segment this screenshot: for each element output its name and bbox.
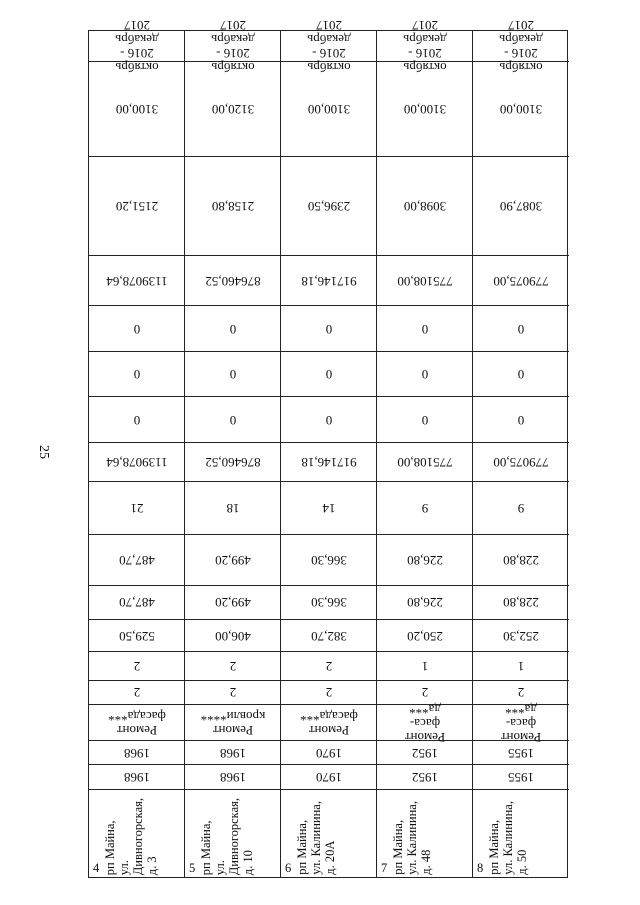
cell-value: 487,70: [118, 595, 155, 611]
cell-value: 3100,00: [307, 101, 350, 117]
cell-value: 917146,18: [300, 454, 357, 470]
cell-c1: [281, 681, 376, 705]
cell-unit-cost: [185, 157, 280, 256]
cell-value: 14: [322, 501, 335, 517]
cell-cost-owners: [473, 443, 569, 482]
cell-work-type: [473, 701, 569, 745]
cell-value: 9: [517, 501, 525, 517]
cell-cost-owners: [377, 443, 472, 482]
cell-address: [89, 790, 184, 879]
cell-value: 0: [421, 367, 428, 383]
cell-cost-total: [377, 256, 472, 306]
cell-value: 876460,52: [204, 273, 261, 289]
cell-fund-federal: [473, 306, 569, 351]
cell-value: 2: [229, 685, 236, 701]
table-row: [377, 17, 473, 877]
cell-value: 0: [133, 412, 140, 428]
cell-value: 1968: [219, 745, 246, 761]
cell-value: 0: [229, 412, 236, 428]
cell-cost-owners: [89, 443, 184, 482]
cell-fund-regional: [185, 352, 280, 397]
cell-value: 228,80: [503, 553, 539, 569]
cell-c2: [281, 652, 376, 680]
cell-value: 0: [421, 412, 428, 428]
cell-value: 21: [130, 501, 143, 517]
cell-area-living: [473, 586, 569, 620]
cell-work-type: [89, 705, 184, 741]
page-number: 25: [36, 445, 51, 459]
cell-value: 2: [325, 685, 332, 701]
cell-period: [377, 17, 472, 75]
cell-value: 3120,00: [211, 101, 254, 117]
cell-cost-total: [185, 256, 280, 306]
cell-fund-regional: [89, 352, 184, 397]
address-text: рп Майна, ул. Калинина, д. 20А: [295, 801, 337, 875]
cell-value: 2: [229, 659, 236, 675]
cell-c1: [185, 681, 280, 705]
cell-value: 0: [517, 321, 525, 337]
cell-unit-cost: [281, 157, 376, 256]
cell-area-living: [89, 586, 184, 620]
cell-value: 1955: [508, 769, 534, 785]
cell-fund-regional: [473, 352, 569, 397]
cell-fund-federal: [185, 306, 280, 351]
cell-value: Ремонт кровли****: [200, 708, 265, 738]
cell-area-residential: [281, 535, 376, 585]
cell-value: 18: [226, 501, 239, 517]
table-row: [185, 17, 281, 877]
cell-work-type: [377, 701, 472, 745]
cell-cost-total: [281, 256, 376, 306]
cell-work-type: [281, 705, 376, 741]
cell-period: [281, 17, 376, 75]
cell-value: 1955: [508, 745, 534, 761]
cell-area-total: [377, 620, 472, 652]
cell-fund-local: [281, 397, 376, 442]
cell-value: октябрь 2016 - декабрь 2017: [499, 17, 543, 75]
cell-value: октябрь 2016 - декабрь 2017: [402, 17, 447, 75]
cell-c2: [473, 652, 569, 680]
cell-fund-local: [185, 397, 280, 442]
cell-fund-regional: [377, 352, 472, 397]
cell-value: 3100,00: [115, 101, 158, 117]
cell-c2: [185, 652, 280, 680]
cell-value: Ремонт фаса- да***: [404, 701, 445, 745]
cell-value: 779075,00: [493, 454, 549, 470]
cell-value: 0: [133, 321, 140, 337]
cell-year-commissioned: [377, 741, 472, 765]
cell-value: 1952: [411, 769, 438, 785]
cell-area-living: [185, 586, 280, 620]
cell-value: 3087,90: [499, 198, 543, 214]
cell-value: 226,80: [406, 595, 443, 611]
address-text: рп Майна, ул. Калинина, д. 50: [487, 801, 529, 875]
cell-fund-federal: [89, 306, 184, 351]
cell-value: 3100,00: [403, 101, 446, 117]
cell-value: 0: [229, 367, 236, 383]
cell-residents: [185, 482, 280, 536]
cell-value: 382,70: [310, 628, 347, 644]
cell-value: 917146,18: [300, 273, 357, 289]
cell-period: [89, 17, 184, 75]
cell-value: 3100,00: [499, 101, 543, 117]
cell-unit-limit: [377, 62, 472, 157]
address-text: рп Майна, ул. Дивногорская, д. 3: [103, 797, 159, 875]
cell-year-built: [89, 765, 184, 789]
cell-area-total: [89, 620, 184, 652]
cell-year-commissioned: [89, 741, 184, 765]
cell-value: 1952: [411, 745, 438, 761]
cell-value: 1139078,64: [105, 454, 168, 470]
cell-year-commissioned: [473, 741, 569, 765]
table-row: [473, 17, 569, 877]
cell-area-residential: [473, 535, 569, 585]
row-index: 4: [93, 860, 100, 875]
cell-value: 499,20: [214, 553, 251, 569]
cell-address: [377, 790, 472, 879]
cell-value: 2396,50: [307, 198, 350, 214]
cell-value: Ремонт фаса- да***: [500, 701, 542, 745]
cell-value: 2: [133, 659, 140, 675]
cell-value: 366,30: [310, 595, 347, 611]
cell-value: 1970: [315, 745, 342, 761]
cell-fund-federal: [281, 306, 376, 351]
cell-value: 226,80: [406, 553, 443, 569]
cell-unit-limit: [281, 62, 376, 157]
cell-value: 2151,20: [115, 198, 158, 214]
cell-area-residential: [377, 535, 472, 585]
cell-value: 1: [421, 659, 428, 675]
cell-value: 366,30: [310, 553, 347, 569]
cell-value: 775108,00: [396, 454, 453, 470]
row-index: 6: [285, 860, 292, 875]
cell-value: 0: [325, 321, 332, 337]
cell-area-residential: [185, 535, 280, 585]
address-text: рп Майна, ул. Дивногорская, д. 10: [199, 797, 255, 875]
cell-year-commissioned: [185, 741, 280, 765]
address-text: рп Майна, ул. Калинина, д. 48: [391, 801, 433, 875]
cell-area-residential: [89, 535, 184, 585]
cell-value: 775108,00: [396, 273, 453, 289]
cell-c2: [377, 652, 472, 680]
cell-residents: [473, 482, 569, 536]
cell-value: 2158,80: [211, 198, 254, 214]
cell-cost-total: [89, 256, 184, 306]
cell-unit-cost: [473, 157, 569, 256]
cell-unit-limit: [473, 62, 569, 157]
cell-unit-limit: [185, 62, 280, 157]
cell-value: 529,50: [118, 628, 155, 644]
cell-value: 2: [421, 685, 428, 701]
cell-value: 876460,52: [204, 454, 261, 470]
cell-residents: [377, 482, 472, 536]
cell-fund-local: [89, 397, 184, 442]
cell-year-built: [377, 765, 472, 789]
cell-address: [185, 790, 280, 879]
row-index: 5: [189, 860, 196, 875]
cell-value: октябрь 2016 - декабрь 2017: [114, 17, 159, 75]
cell-c2: [89, 652, 184, 680]
cell-value: 0: [229, 321, 236, 337]
cell-value: Ремонт фасада***: [107, 708, 166, 738]
cell-period: [185, 17, 280, 75]
cell-area-living: [281, 586, 376, 620]
cell-area-total: [185, 620, 280, 652]
cell-value: 0: [517, 412, 525, 428]
table-row: [281, 17, 377, 877]
cell-value: 1968: [123, 769, 150, 785]
cell-c1: [89, 681, 184, 705]
cell-cost-owners: [281, 443, 376, 482]
cell-year-commissioned: [281, 741, 376, 765]
cell-fund-local: [473, 397, 569, 442]
cell-year-built: [473, 765, 569, 789]
cell-unit-cost: [377, 157, 472, 256]
cell-value: 487,70: [118, 553, 155, 569]
cell-residents: [281, 482, 376, 536]
cell-work-type: [185, 705, 280, 741]
cell-address: [473, 790, 569, 879]
cell-value: 0: [517, 367, 525, 383]
works-table: [88, 17, 568, 878]
cell-value: 1: [517, 659, 525, 675]
cell-value: 228,80: [503, 595, 539, 611]
cell-area-total: [281, 620, 376, 652]
cell-value: октябрь 2016 - декабрь 2017: [306, 17, 351, 75]
cell-value: 0: [325, 412, 332, 428]
row-index: 7: [381, 860, 388, 875]
cell-value: 1139078,64: [105, 273, 168, 289]
cell-value: 406,00: [214, 628, 251, 644]
cell-value: 250,20: [406, 628, 443, 644]
cell-value: 1968: [219, 769, 246, 785]
cell-cost-total: [473, 256, 569, 306]
cell-value: 1970: [315, 769, 342, 785]
cell-value: 9: [421, 501, 428, 517]
cell-value: 3098,00: [403, 198, 446, 214]
cell-area-living: [377, 586, 472, 620]
row-index: 8: [477, 860, 484, 875]
cell-value: 252,30: [503, 628, 539, 644]
cell-unit-limit: [89, 62, 184, 157]
cell-value: 2: [517, 685, 525, 701]
cell-value: 1968: [123, 745, 150, 761]
cell-fund-federal: [377, 306, 472, 351]
cell-area-total: [473, 620, 569, 652]
cell-value: 779075,00: [493, 273, 549, 289]
cell-value: 2: [325, 659, 332, 675]
cell-fund-local: [377, 397, 472, 442]
cell-value: 0: [325, 367, 332, 383]
cell-period: [473, 17, 569, 75]
cell-value: октябрь 2016 - декабрь 2017: [210, 17, 255, 75]
cell-value: 0: [133, 367, 140, 383]
cell-value: Ремонт фасада***: [299, 708, 358, 738]
cell-residents: [89, 482, 184, 536]
cell-value: 499,20: [214, 595, 251, 611]
cell-value: 0: [421, 321, 428, 337]
cell-fund-regional: [281, 352, 376, 397]
cell-address: [281, 790, 376, 879]
cell-cost-owners: [185, 443, 280, 482]
cell-year-built: [185, 765, 280, 789]
cell-value: 2: [133, 685, 140, 701]
table-row: [89, 17, 185, 877]
cell-unit-cost: [89, 157, 184, 256]
cell-year-built: [281, 765, 376, 789]
